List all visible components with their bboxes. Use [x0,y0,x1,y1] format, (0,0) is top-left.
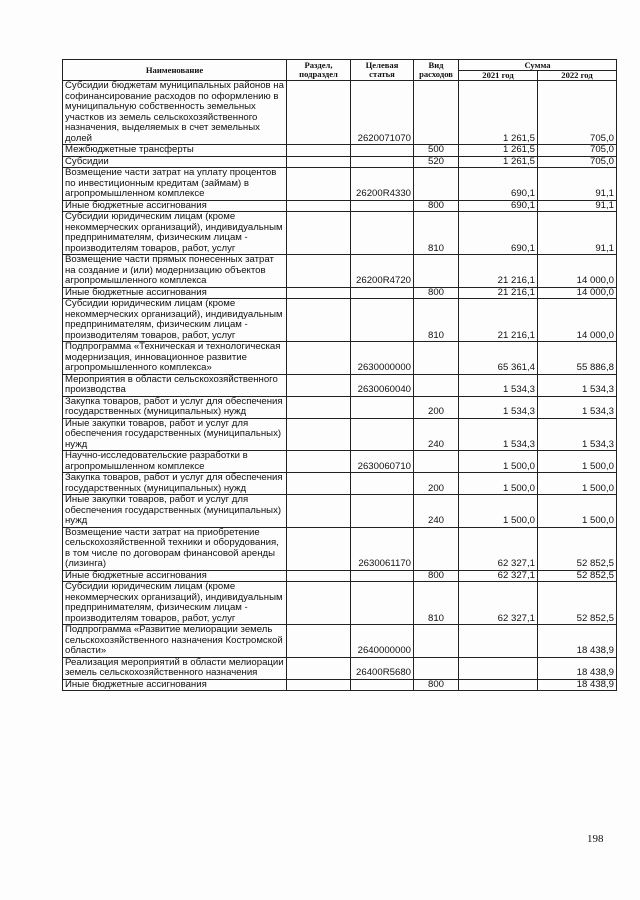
table-row [63,200,617,212]
table-row [63,81,617,145]
table-row [63,657,617,679]
row-target: 26200R4720 [351,255,414,288]
row-expense-type [414,81,459,145]
row-sum-2022: 1 500,0 [538,451,617,473]
table-header [63,60,617,81]
row-section [287,418,351,451]
row-sum-2021: 21 216,1 [459,255,538,288]
header-year-2021: 2021 год [459,71,538,81]
row-sum-2022: 705,0 [538,81,617,145]
row-sum-2021: 1 261,5 [459,156,538,168]
table-row [63,451,617,473]
row-sum-2021: 690,1 [459,200,538,212]
row-sum-2021 [459,679,538,691]
row-sum-2022: 14 000,0 [538,255,617,288]
row-section [287,299,351,342]
row-expense-type: 800 [414,287,459,299]
row-name: Научно-исследовательские разработки в агропромышленном комплексе [63,451,287,473]
row-sum-2022: 91,1 [538,200,617,212]
row-section [287,625,351,658]
row-sum-2022: 1 534,3 [538,374,617,396]
row-sum-2021: 62 327,1 [459,582,538,625]
table-row [63,473,617,495]
row-section [287,156,351,168]
row-expense-type: 810 [414,212,459,255]
table-row [63,396,617,418]
page-number: 198 [587,833,604,845]
table-row [63,418,617,451]
row-sum-2021: 65 361,4 [459,342,538,375]
row-sum-2022: 52 852,5 [538,527,617,570]
row-target [351,396,414,418]
row-target: 2630061170 [351,527,414,570]
row-expense-type: 500 [414,145,459,157]
row-name: Иные бюджетные ассигнования [63,679,287,691]
row-target: 26200R4330 [351,168,414,201]
row-section [287,168,351,201]
table-row [63,145,617,157]
row-sum-2021 [459,625,538,658]
row-sum-2021: 690,1 [459,168,538,201]
row-target [351,473,414,495]
row-name: Межбюджетные трансферты [63,145,287,157]
row-sum-2021: 1 534,3 [459,374,538,396]
row-expense-type: 240 [414,418,459,451]
row-target [351,287,414,299]
row-target [351,679,414,691]
row-expense-type [414,625,459,658]
row-sum-2022: 91,1 [538,212,617,255]
row-section [287,287,351,299]
row-section [287,451,351,473]
row-target [351,582,414,625]
row-name: Возмещение части прямых понесенных затрат на создание и (или) модернизацию объектов агропромышленного комплекса [63,255,287,288]
row-name: Иные бюджетные ассигнования [63,287,287,299]
row-sum-2021: 1 261,5 [459,81,538,145]
header-target: Целевая статья [351,60,414,81]
row-section [287,679,351,691]
row-sum-2022: 18 438,9 [538,657,617,679]
row-target: 26400R5680 [351,657,414,679]
table-row [63,527,617,570]
row-name: Субсидии бюджетам муниципальных районов на софинансирование расходов по оформлению в муниципальную собственность земельных участков из земель сельскохозяйственного назначения, выделяемых в счет земельных долей [63,81,287,145]
table-row [63,582,617,625]
row-sum-2022: 14 000,0 [538,299,617,342]
row-sum-2022: 18 438,9 [538,679,617,691]
row-target [351,495,414,528]
row-target [351,200,414,212]
row-expense-type: 810 [414,582,459,625]
table-row [63,287,617,299]
row-sum-2022: 91,1 [538,168,617,201]
row-sum-2022: 18 438,9 [538,625,617,658]
row-expense-type: 520 [414,156,459,168]
row-sum-2022: 705,0 [538,156,617,168]
header-sum: Сумма [459,60,617,71]
row-target: 2630000000 [351,342,414,375]
row-target: 2630060710 [351,451,414,473]
row-name: Иные бюджетные ассигнования [63,200,287,212]
row-section [287,495,351,528]
row-expense-type [414,451,459,473]
row-name: Мероприятия в области сельскохозяйственного производства [63,374,287,396]
row-name: Подпрограмма «Техническая и технологическая модернизация, инновационное развитие агропромышленного комплекса» [63,342,287,375]
row-section [287,396,351,418]
table-row [63,625,617,658]
row-sum-2021 [459,657,538,679]
table-row [63,495,617,528]
row-expense-type: 240 [414,495,459,528]
row-sum-2022: 14 000,0 [538,287,617,299]
table-row [63,342,617,375]
row-name: Субсидии юридическим лицам (кроме некоммерческих организаций), индивидуальным предпринимателям, физическим лицам - производителям товаров, работ, услуг [63,582,287,625]
header-name: Наименование [63,60,287,81]
table-row [63,212,617,255]
row-name: Иные закупки товаров, работ и услуг для обеспечения государственных (муниципальных) нужд [63,495,287,528]
row-name: Возмещение части затрат на уплату процентов по инвестиционным кредитам (займам) в агропромышленном комплексе [63,168,287,201]
row-expense-type [414,168,459,201]
row-sum-2022: 52 852,5 [538,582,617,625]
row-expense-type [414,657,459,679]
row-target: 2640000000 [351,625,414,658]
row-section [287,212,351,255]
row-name: Иные бюджетные ассигнования [63,570,287,582]
row-target [351,418,414,451]
row-section [287,473,351,495]
row-expense-type: 800 [414,570,459,582]
row-sum-2021: 62 327,1 [459,527,538,570]
row-name: Закупка товаров, работ и услуг для обеспечения государственных (муниципальных) нужд [63,396,287,418]
row-sum-2022: 705,0 [538,145,617,157]
row-section [287,582,351,625]
table-row [63,156,617,168]
row-target [351,145,414,157]
row-target: 2620071070 [351,81,414,145]
row-expense-type [414,342,459,375]
row-sum-2021: 690,1 [459,212,538,255]
row-sum-2021: 21 216,1 [459,299,538,342]
header-expense-type: Вид расходов [414,60,459,81]
row-sum-2021: 1 500,0 [459,451,538,473]
row-name: Подпрограмма «Развитие мелиорации земель сельскохозяйственного назначения Костромской области» [63,625,287,658]
row-target [351,570,414,582]
row-target [351,212,414,255]
row-name: Субсидии [63,156,287,168]
row-expense-type: 200 [414,396,459,418]
row-section [287,374,351,396]
row-expense-type [414,255,459,288]
row-sum-2021: 1 534,3 [459,418,538,451]
row-section [287,255,351,288]
row-expense-type [414,374,459,396]
table-row [63,679,617,691]
row-sum-2022: 1 500,0 [538,495,617,528]
row-name: Возмещение части затрат на приобретение сельскохозяйственной техники и оборудования, в том числе по договорам финансовой аренды (лизинга) [63,527,287,570]
row-sum-2021: 62 327,1 [459,570,538,582]
row-section [287,200,351,212]
row-sum-2021: 1 534,3 [459,396,538,418]
row-name: Закупка товаров, работ и услуг для обеспечения государственных (муниципальных) нужд [63,473,287,495]
row-sum-2021: 1 500,0 [459,495,538,528]
table-body [63,81,617,691]
row-expense-type: 800 [414,679,459,691]
row-expense-type: 810 [414,299,459,342]
row-sum-2021: 1 261,5 [459,145,538,157]
row-name: Иные закупки товаров, работ и услуг для обеспечения государственных (муниципальных) нужд [63,418,287,451]
budget-table [62,59,617,691]
header-section: Раздел, подраздел [287,60,351,81]
table-row [63,168,617,201]
row-expense-type [414,527,459,570]
row-target [351,156,414,168]
row-sum-2022: 52 852,5 [538,570,617,582]
table-row [63,374,617,396]
row-section [287,81,351,145]
table-row [63,570,617,582]
row-sum-2022: 55 886,8 [538,342,617,375]
table-row [63,255,617,288]
row-section [287,570,351,582]
row-sum-2021: 21 216,1 [459,287,538,299]
row-name: Реализация мероприятий в области мелиорации земель сельскохозяйственного назначения [63,657,287,679]
row-sum-2022: 1 500,0 [538,473,617,495]
row-section [287,657,351,679]
row-expense-type: 200 [414,473,459,495]
row-expense-type: 800 [414,200,459,212]
row-name: Субсидии юридическим лицам (кроме некоммерческих организаций), индивидуальным предпринимателям, физическим лицам - производителям товаров, работ, услуг [63,299,287,342]
row-sum-2022: 1 534,3 [538,418,617,451]
row-section [287,342,351,375]
row-section [287,145,351,157]
row-name: Субсидии юридическим лицам (кроме некоммерческих организаций), индивидуальным предпринимателям, физическим лицам - производителям товаров, работ, услуг [63,212,287,255]
row-section [287,527,351,570]
table-row [63,299,617,342]
row-sum-2022: 1 534,3 [538,396,617,418]
header-year-2022: 2022 год [538,71,617,81]
row-sum-2021: 1 500,0 [459,473,538,495]
row-target: 2630060040 [351,374,414,396]
row-target [351,299,414,342]
